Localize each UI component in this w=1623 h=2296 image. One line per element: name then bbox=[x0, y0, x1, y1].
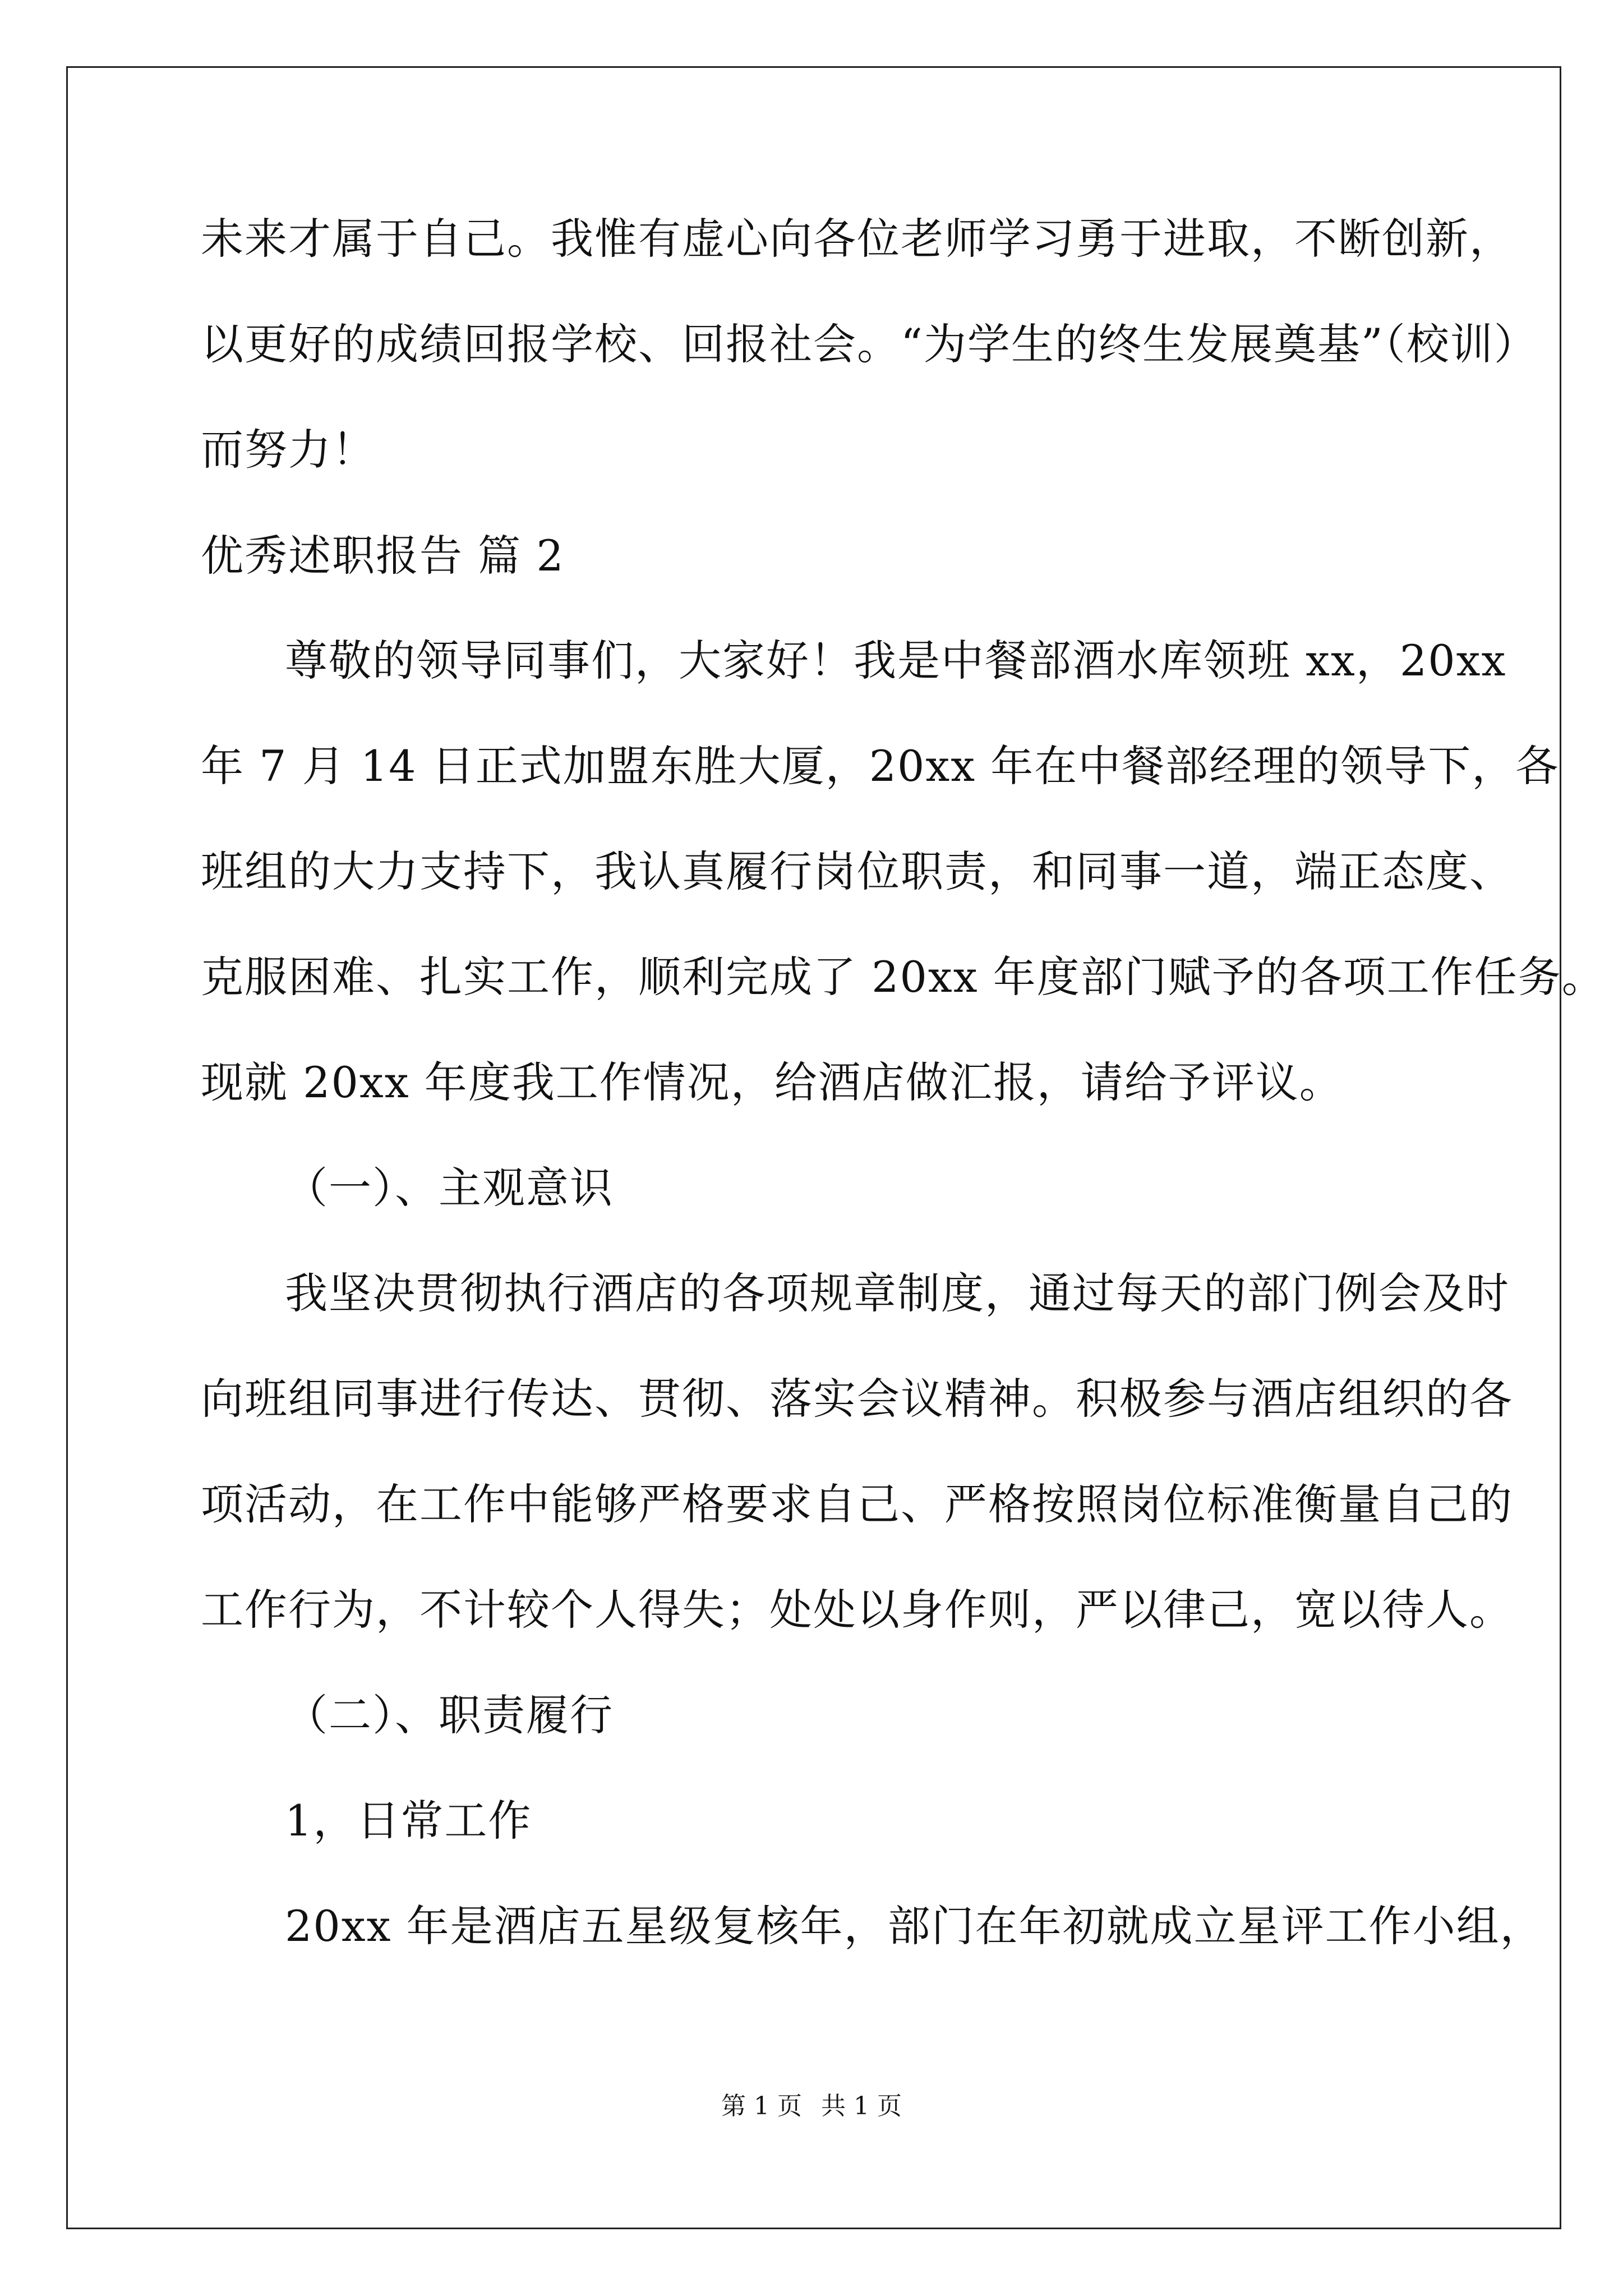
page-total: 共 1 页 bbox=[821, 2092, 902, 2120]
page-footer bbox=[0, 2090, 1623, 2123]
body-line: 项活动，在工作中能够严格要求自己、严格按照岗位标准衡量自己的 bbox=[201, 1479, 1513, 1529]
body-line: 我坚决贯彻执行酒店的各项规章制度，通过每天的部门例会及时 bbox=[285, 1268, 1510, 1318]
body-line: 克服困难、扎实工作，顺利完成了 20xx 年度部门赋予的各项工作任务。 bbox=[201, 952, 1606, 1002]
body-line: 而努力！ bbox=[201, 425, 376, 475]
subheading: （一）、主观意识 bbox=[285, 1163, 614, 1213]
section-title: 优秀述职报告 篇 2 bbox=[201, 531, 565, 581]
body-line: 工作行为，不计较个人得失；处处以身作则，严以律己，宽以待人。 bbox=[201, 1585, 1513, 1635]
body-line: 向班组同事进行传达、贯彻、落实会议精神。积极参与酒店组织的各 bbox=[201, 1374, 1513, 1424]
body-line: 20xx 年是酒店五星级复核年，部门在年初就成立星评工作小组， bbox=[285, 1901, 1544, 1951]
page-number: 第 1 页 bbox=[721, 2092, 802, 2120]
subheading: （二）、职责履行 bbox=[285, 1690, 614, 1740]
body-line: 尊敬的领导同事们，大家好！我是中餐部酒水库领班 xx，20xx bbox=[285, 636, 1507, 685]
body-line: 以更好的成绩回报学校、回报社会。“为学生的终生发展奠基”（校训） bbox=[201, 319, 1538, 369]
body-line: 未来才属于自己。我惟有虚心向各位老师学习勇于进取，不断创新， bbox=[201, 214, 1513, 264]
body-line: 班组的大力支持下，我认真履行岗位职责，和同事一道，端正态度、 bbox=[201, 846, 1513, 896]
body-line: 年 7 月 14 日正式加盟东胜大厦，20xx 年在中餐部经理的领导下，各 bbox=[201, 741, 1560, 791]
body-line: 现就 20xx 年度我工作情况，给酒店做汇报，请给予评议。 bbox=[201, 1057, 1343, 1107]
subheading: 1，日常工作 bbox=[285, 1796, 532, 1846]
